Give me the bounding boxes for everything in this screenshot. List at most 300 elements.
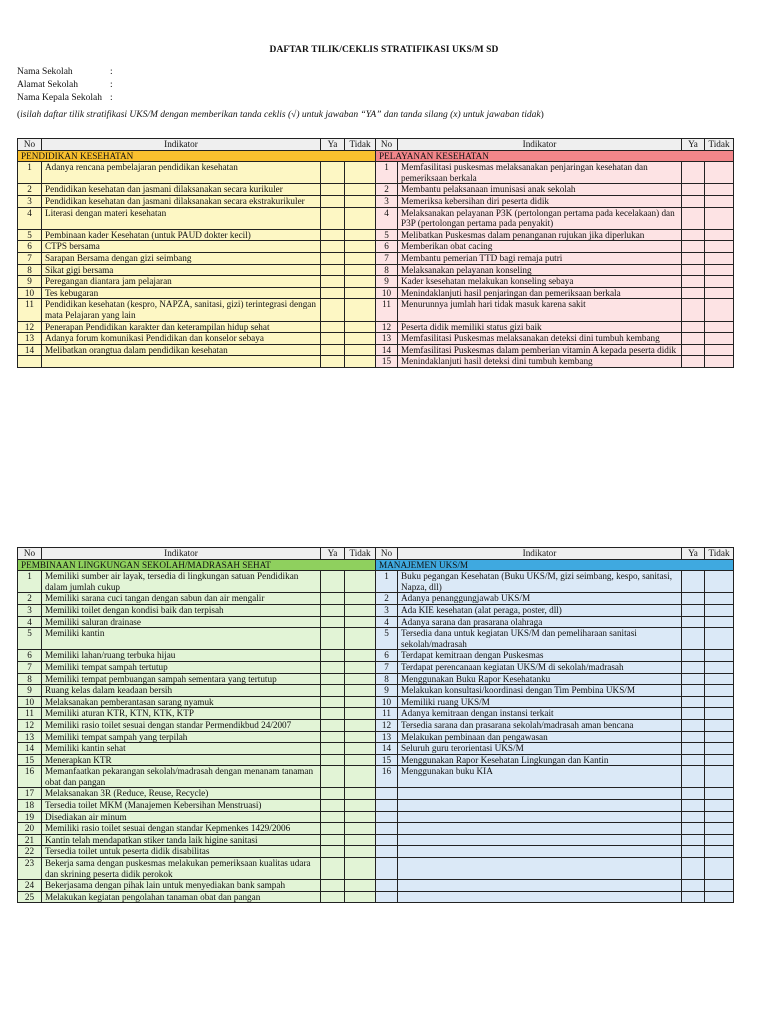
tidak-cell[interactable] <box>705 356 734 368</box>
ya-cell[interactable] <box>682 834 705 846</box>
tidak-cell[interactable] <box>345 593 376 605</box>
indicator-text: Melaksanakan 3R (Reduce, Reuse, Recycle) <box>42 788 321 800</box>
ya-cell[interactable] <box>321 811 345 823</box>
ya-cell[interactable] <box>321 604 345 616</box>
ya-cell[interactable] <box>321 766 345 788</box>
row-number: 14 <box>18 344 42 356</box>
indicator-text: Adanya rencana pembelajaran pendidikan kesehatan <box>42 162 321 184</box>
tidak-cell[interactable] <box>705 264 734 276</box>
ya-cell[interactable] <box>321 321 345 333</box>
tidak-cell[interactable] <box>345 184 376 196</box>
ya-cell[interactable] <box>321 754 345 766</box>
table-row <box>18 593 734 605</box>
ya-cell[interactable] <box>682 685 705 697</box>
table-row <box>18 299 734 321</box>
table-row <box>18 616 734 628</box>
ya-cell[interactable] <box>321 719 345 731</box>
row-number: 14 <box>376 743 398 755</box>
tidak-cell[interactable] <box>345 604 376 616</box>
table-row <box>18 571 734 593</box>
row-number <box>18 356 42 368</box>
ya-cell[interactable] <box>682 252 705 264</box>
ya-cell[interactable] <box>321 571 345 593</box>
ya-cell[interactable] <box>321 880 345 892</box>
indicator-text: Pendidikan kesehatan dan jasmani dilaksanakan secara ekstrakurikuler <box>42 195 321 207</box>
ya-cell[interactable] <box>682 766 705 788</box>
tidak-cell[interactable] <box>345 811 376 823</box>
row-number: 2 <box>18 593 42 605</box>
ya-cell[interactable] <box>321 616 345 628</box>
col-ya-header: Ya <box>682 139 705 151</box>
tidak-cell[interactable] <box>705 616 734 628</box>
indicator-text: Memfasilitasi puskesmas melaksanakan penjaringan kesehatan dan pemeriksaan berkala <box>398 162 682 184</box>
ya-cell[interactable] <box>682 616 705 628</box>
table-row <box>18 264 734 276</box>
tidak-cell[interactable] <box>705 207 734 229</box>
col-no-header: No <box>18 139 42 151</box>
ya-cell[interactable] <box>321 708 345 720</box>
ya-cell[interactable] <box>682 195 705 207</box>
tidak-cell[interactable] <box>345 858 376 880</box>
row-number: 19 <box>18 811 42 823</box>
tidak-cell[interactable] <box>345 673 376 685</box>
ya-cell[interactable] <box>321 195 345 207</box>
indicator-text <box>398 800 682 812</box>
field-nama-kepala-sekolah <box>17 93 113 103</box>
indicator-text: Memiliki sumber air layak, tersedia di lingkungan satuan Pendidikan dalam jumlah cukup <box>42 571 321 593</box>
tidak-cell[interactable] <box>345 743 376 755</box>
ya-cell[interactable] <box>682 823 705 835</box>
ya-cell[interactable] <box>682 604 705 616</box>
indicator-text: Adanya kemitraan dengan instansi terkait <box>398 708 682 720</box>
row-number: 7 <box>376 252 398 264</box>
row-number <box>376 788 398 800</box>
field-label: Nama Sekolah <box>17 67 73 77</box>
tidak-cell[interactable] <box>345 650 376 662</box>
row-number: 25 <box>18 891 42 903</box>
ya-cell[interactable] <box>321 661 345 673</box>
tidak-cell[interactable] <box>705 811 734 823</box>
tidak-cell[interactable] <box>345 719 376 731</box>
ya-cell[interactable] <box>682 696 705 708</box>
row-number: 7 <box>18 661 42 673</box>
indicator-text: Melibatkan Puskesmas dalam penanganan rujukan jika diperlukan <box>398 229 682 241</box>
row-number: 15 <box>18 754 42 766</box>
indicator-text: Menerapkan KTR <box>42 754 321 766</box>
table-row <box>18 800 734 812</box>
table-row <box>18 754 734 766</box>
tidak-cell[interactable] <box>345 207 376 229</box>
tidak-cell[interactable] <box>345 685 376 697</box>
tidak-cell[interactable] <box>345 356 376 368</box>
ya-cell[interactable] <box>321 858 345 880</box>
row-number: 9 <box>18 685 42 697</box>
ya-cell[interactable] <box>682 207 705 229</box>
field-alamat-sekolah <box>17 80 113 90</box>
tidak-cell[interactable] <box>345 834 376 846</box>
tidak-cell[interactable] <box>345 571 376 593</box>
col-tidak-header: Tidak <box>345 548 376 560</box>
tidak-cell[interactable] <box>345 229 376 241</box>
row-number: 1 <box>18 162 42 184</box>
field-separator: : <box>110 80 113 90</box>
ya-cell[interactable] <box>321 162 345 184</box>
indicator-text: Melaksanakan pelayanan konseling <box>398 264 682 276</box>
tidak-cell[interactable] <box>705 162 734 184</box>
indicator-text: Adanya penanggungjawab UKS/M <box>398 593 682 605</box>
tidak-cell[interactable] <box>345 287 376 299</box>
tidak-cell[interactable] <box>705 661 734 673</box>
tidak-cell[interactable] <box>345 731 376 743</box>
table-row <box>18 708 734 720</box>
row-number: 13 <box>376 333 398 345</box>
indicator-text <box>398 823 682 835</box>
row-number: 14 <box>376 344 398 356</box>
tidak-cell[interactable] <box>345 333 376 345</box>
ya-cell[interactable] <box>321 800 345 812</box>
row-number: 2 <box>18 184 42 196</box>
row-number: 5 <box>18 628 42 650</box>
indicator-text: Menurunnya jumlah hari tidak masuk karena sakit <box>398 299 682 321</box>
row-number: 9 <box>376 685 398 697</box>
tidak-cell[interactable] <box>345 891 376 903</box>
row-number: 8 <box>376 673 398 685</box>
indicator-text: Ruang kelas dalam keadaan bersih <box>42 685 321 697</box>
tidak-cell[interactable] <box>345 344 376 356</box>
indicator-text: Memfasilitasi Puskesmas melaksanakan deteksi dini tumbuh kembang <box>398 333 682 345</box>
checklist-table-1 <box>17 138 734 368</box>
field-label: Alamat Sekolah <box>17 80 78 90</box>
ya-cell[interactable] <box>682 344 705 356</box>
ya-cell[interactable] <box>682 754 705 766</box>
indicator-text: Seluruh guru terorientasi UKS/M <box>398 743 682 755</box>
ya-cell[interactable] <box>682 708 705 720</box>
col-no-header: No <box>376 139 398 151</box>
ya-cell[interactable] <box>682 287 705 299</box>
ya-cell[interactable] <box>682 650 705 662</box>
tidak-cell[interactable] <box>705 708 734 720</box>
tidak-cell[interactable] <box>705 650 734 662</box>
table-row <box>18 673 734 685</box>
tidak-cell[interactable] <box>705 276 734 288</box>
indicator-text <box>398 846 682 858</box>
row-number <box>376 891 398 903</box>
ya-cell[interactable] <box>321 229 345 241</box>
ya-cell[interactable] <box>682 661 705 673</box>
row-number: 13 <box>18 731 42 743</box>
indicator-text: Tersedia toilet MKM (Manajemen Kebersihan Menstruasi) <box>42 800 321 812</box>
tidak-cell[interactable] <box>705 571 734 593</box>
ya-cell[interactable] <box>682 593 705 605</box>
ya-cell[interactable] <box>682 299 705 321</box>
tidak-cell[interactable] <box>345 880 376 892</box>
ya-cell[interactable] <box>682 731 705 743</box>
ya-cell[interactable] <box>682 264 705 276</box>
tidak-cell[interactable] <box>705 184 734 196</box>
col-tidak-header: Tidak <box>345 139 376 151</box>
col-indikator-header: Indikator <box>42 548 321 560</box>
ya-cell[interactable] <box>321 731 345 743</box>
tidak-cell[interactable] <box>345 628 376 650</box>
tidak-cell[interactable] <box>705 604 734 616</box>
tidak-cell[interactable] <box>345 766 376 788</box>
indicator-text: Melibatkan orangtua dalam pendidikan kesehatan <box>42 344 321 356</box>
indicator-text: Adanya sarana dan prasarana olahraga <box>398 616 682 628</box>
ya-cell[interactable] <box>321 788 345 800</box>
table-row <box>18 195 734 207</box>
tidak-cell[interactable] <box>705 823 734 835</box>
tidak-cell[interactable] <box>705 344 734 356</box>
instruction-text: (isilah daftar tilik stratifikasi UKS/M dengan memberikan tanda ceklis (√) untuk jawaban “YA” dan tanda silang (x) untuk jawaban tidak) <box>17 110 544 120</box>
section-row <box>18 150 734 162</box>
ya-cell[interactable] <box>321 264 345 276</box>
row-number: 9 <box>18 276 42 288</box>
indicator-text: Memanfaatkan pekarangan sekolah/madrasah dengan menanam tanaman obat dan pangan <box>42 766 321 788</box>
ya-cell[interactable] <box>321 593 345 605</box>
row-number: 8 <box>376 264 398 276</box>
tidak-cell[interactable] <box>345 321 376 333</box>
tidak-cell[interactable] <box>705 696 734 708</box>
row-number: 14 <box>18 743 42 755</box>
row-number <box>376 834 398 846</box>
row-number: 12 <box>376 321 398 333</box>
tidak-cell[interactable] <box>345 788 376 800</box>
indicator-text: Memiliki tempat sampah tertutup <box>42 661 321 673</box>
tidak-cell[interactable] <box>705 287 734 299</box>
tidak-cell[interactable] <box>345 264 376 276</box>
indicator-text: Memiliki tempat pembuangan sampah sementara yang tertutup <box>42 673 321 685</box>
indicator-text: Literasi dengan materi kesehatan <box>42 207 321 229</box>
row-number: 4 <box>18 616 42 628</box>
ya-cell[interactable] <box>321 846 345 858</box>
ya-cell[interactable] <box>321 685 345 697</box>
ya-cell[interactable] <box>321 344 345 356</box>
row-number: 6 <box>376 241 398 253</box>
row-number: 12 <box>18 321 42 333</box>
tidak-cell[interactable] <box>345 616 376 628</box>
indicator-text: CTPS bersama <box>42 241 321 253</box>
ya-cell[interactable] <box>321 823 345 835</box>
indicator-text: Penerapan Pendidikan karakter dan keterampilan hidup sehat <box>42 321 321 333</box>
tidak-cell[interactable] <box>705 858 734 880</box>
ya-cell[interactable] <box>682 811 705 823</box>
table-row <box>18 241 734 253</box>
tidak-cell[interactable] <box>705 834 734 846</box>
table-row <box>18 276 734 288</box>
ya-cell[interactable] <box>682 788 705 800</box>
indicator-text: Peregangan diantara jam pelajaran <box>42 276 321 288</box>
table-row <box>18 604 734 616</box>
table-row <box>18 811 734 823</box>
tidak-cell[interactable] <box>345 299 376 321</box>
table-row <box>18 846 734 858</box>
table-row <box>18 650 734 662</box>
tidak-cell[interactable] <box>345 661 376 673</box>
table-row <box>18 891 734 903</box>
ya-cell[interactable] <box>321 299 345 321</box>
ya-cell[interactable] <box>321 207 345 229</box>
row-number: 1 <box>376 162 398 184</box>
tidak-cell[interactable] <box>345 162 376 184</box>
ya-cell[interactable] <box>321 673 345 685</box>
tidak-cell[interactable] <box>705 593 734 605</box>
tidak-cell[interactable] <box>705 195 734 207</box>
indicator-text: Pembinaan kader Kesehatan (untuk PAUD dokter kecil) <box>42 229 321 241</box>
tidak-cell[interactable] <box>705 846 734 858</box>
ya-cell[interactable] <box>682 321 705 333</box>
ya-cell[interactable] <box>321 276 345 288</box>
section-title-left: PEMBINAAN LINGKUNGAN SEKOLAH/MADRASAH SEHAT <box>18 559 376 571</box>
ya-cell[interactable] <box>682 880 705 892</box>
tidak-cell[interactable] <box>705 321 734 333</box>
ya-cell[interactable] <box>682 673 705 685</box>
tidak-cell[interactable] <box>345 708 376 720</box>
row-number: 3 <box>376 195 398 207</box>
indicator-text: Menggunakan buku KIA <box>398 766 682 788</box>
indicator-text: Memiliki aturan KTR, KTN, KTK, KTP <box>42 708 321 720</box>
row-number <box>376 880 398 892</box>
tidak-cell[interactable] <box>705 241 734 253</box>
field-nama-sekolah <box>17 67 113 77</box>
row-number: 2 <box>376 593 398 605</box>
row-number: 6 <box>18 650 42 662</box>
row-number: 15 <box>376 754 398 766</box>
indicator-text: Memiliki lahan/ruang terbuka hijau <box>42 650 321 662</box>
indicator-text <box>42 356 321 368</box>
tidak-cell[interactable] <box>345 754 376 766</box>
tidak-cell[interactable] <box>705 628 734 650</box>
col-indikator-header: Indikator <box>398 139 682 151</box>
row-number: 13 <box>18 333 42 345</box>
ya-cell[interactable] <box>321 333 345 345</box>
ya-cell[interactable] <box>321 184 345 196</box>
tidak-cell[interactable] <box>705 754 734 766</box>
indicator-text: Memberikan obat cacing <box>398 241 682 253</box>
ya-cell[interactable] <box>682 858 705 880</box>
tidak-cell[interactable] <box>345 823 376 835</box>
tidak-cell[interactable] <box>705 891 734 903</box>
tidak-cell[interactable] <box>705 800 734 812</box>
indicator-text: Memiliki saluran drainase <box>42 616 321 628</box>
tidak-cell[interactable] <box>705 299 734 321</box>
table-row <box>18 344 734 356</box>
tidak-cell[interactable] <box>705 766 734 788</box>
indicator-text: Memiliki kantin <box>42 628 321 650</box>
col-indikator-header: Indikator <box>398 548 682 560</box>
row-number: 5 <box>376 628 398 650</box>
row-number: 12 <box>376 719 398 731</box>
indicator-text: Memiliki rasio toilet sesuai dengan standar Permendikbud 24/2007 <box>42 719 321 731</box>
ya-cell[interactable] <box>321 891 345 903</box>
field-separator: : <box>110 93 113 103</box>
indicator-text <box>398 834 682 846</box>
indicator-text <box>398 788 682 800</box>
row-number: 23 <box>18 858 42 880</box>
tidak-cell[interactable] <box>345 846 376 858</box>
ya-cell[interactable] <box>682 800 705 812</box>
indicator-text <box>398 858 682 880</box>
table-row <box>18 162 734 184</box>
ya-cell[interactable] <box>321 696 345 708</box>
tidak-cell[interactable] <box>345 800 376 812</box>
tidak-cell[interactable] <box>705 333 734 345</box>
tidak-cell[interactable] <box>705 880 734 892</box>
table-row <box>18 321 734 333</box>
indicator-text: Adanya forum komunikasi Pendidikan dan konselor sebaya <box>42 333 321 345</box>
ya-cell[interactable] <box>682 229 705 241</box>
indicator-text: Terdapat perencanaan kegiatan UKS/M di sekolah/madrasah <box>398 661 682 673</box>
tidak-cell[interactable] <box>345 276 376 288</box>
table-row <box>18 731 734 743</box>
ya-cell[interactable] <box>682 846 705 858</box>
ya-cell[interactable] <box>682 743 705 755</box>
indicator-text: Memiliki tempat sampah yang terpilah <box>42 731 321 743</box>
col-ya-header: Ya <box>682 548 705 560</box>
tidak-cell[interactable] <box>705 685 734 697</box>
tidak-cell[interactable] <box>705 788 734 800</box>
ya-cell[interactable] <box>682 333 705 345</box>
ya-cell[interactable] <box>321 252 345 264</box>
row-number: 7 <box>376 661 398 673</box>
col-no-header: No <box>376 548 398 560</box>
row-number: 22 <box>18 846 42 858</box>
indicator-text <box>398 891 682 903</box>
table-row <box>18 696 734 708</box>
tidak-cell[interactable] <box>705 719 734 731</box>
indicator-text: Melaksanakan pemberantasan sarang nyamuk <box>42 696 321 708</box>
tidak-cell[interactable] <box>345 252 376 264</box>
tidak-cell[interactable] <box>705 743 734 755</box>
tidak-cell[interactable] <box>345 195 376 207</box>
ya-cell[interactable] <box>321 241 345 253</box>
table-row <box>18 719 734 731</box>
tidak-cell[interactable] <box>705 673 734 685</box>
indicator-text: Memiliki rasio toilet sesuai dengan standar Kepmenkes 1429/2006 <box>42 823 321 835</box>
ya-cell[interactable] <box>321 628 345 650</box>
ya-cell[interactable] <box>321 356 345 368</box>
tidak-cell[interactable] <box>345 696 376 708</box>
table-row <box>18 766 734 788</box>
tidak-cell[interactable] <box>705 229 734 241</box>
ya-cell[interactable] <box>682 891 705 903</box>
tidak-cell[interactable] <box>345 241 376 253</box>
ya-cell[interactable] <box>682 241 705 253</box>
tidak-cell[interactable] <box>705 252 734 264</box>
section-title-right: MANAJEMEN UKS/M <box>376 559 734 571</box>
ya-cell[interactable] <box>682 356 705 368</box>
ya-cell[interactable] <box>682 184 705 196</box>
row-number: 1 <box>18 571 42 593</box>
indicator-text: Ada KIE kesehatan (alat peraga, poster, dll) <box>398 604 682 616</box>
ya-cell[interactable] <box>321 834 345 846</box>
row-number: 5 <box>18 229 42 241</box>
ya-cell[interactable] <box>682 628 705 650</box>
ya-cell[interactable] <box>682 719 705 731</box>
ya-cell[interactable] <box>321 650 345 662</box>
tidak-cell[interactable] <box>705 731 734 743</box>
ya-cell[interactable] <box>682 276 705 288</box>
col-indikator-header: Indikator <box>42 139 321 151</box>
row-number: 10 <box>376 287 398 299</box>
indicator-text: Menindaklanjuti hasil deteksi dini tumbuh kembang <box>398 356 682 368</box>
row-number: 8 <box>18 673 42 685</box>
ya-cell[interactable] <box>321 743 345 755</box>
indicator-text: Tes kebugaran <box>42 287 321 299</box>
ya-cell[interactable] <box>682 571 705 593</box>
indicator-text: Melaksanakan pelayanan P3K (pertolongan pertama pada kecelakaan) dan P3P (pertolongan pertama pada penyakit) <box>398 207 682 229</box>
ya-cell[interactable] <box>321 287 345 299</box>
ya-cell[interactable] <box>682 162 705 184</box>
